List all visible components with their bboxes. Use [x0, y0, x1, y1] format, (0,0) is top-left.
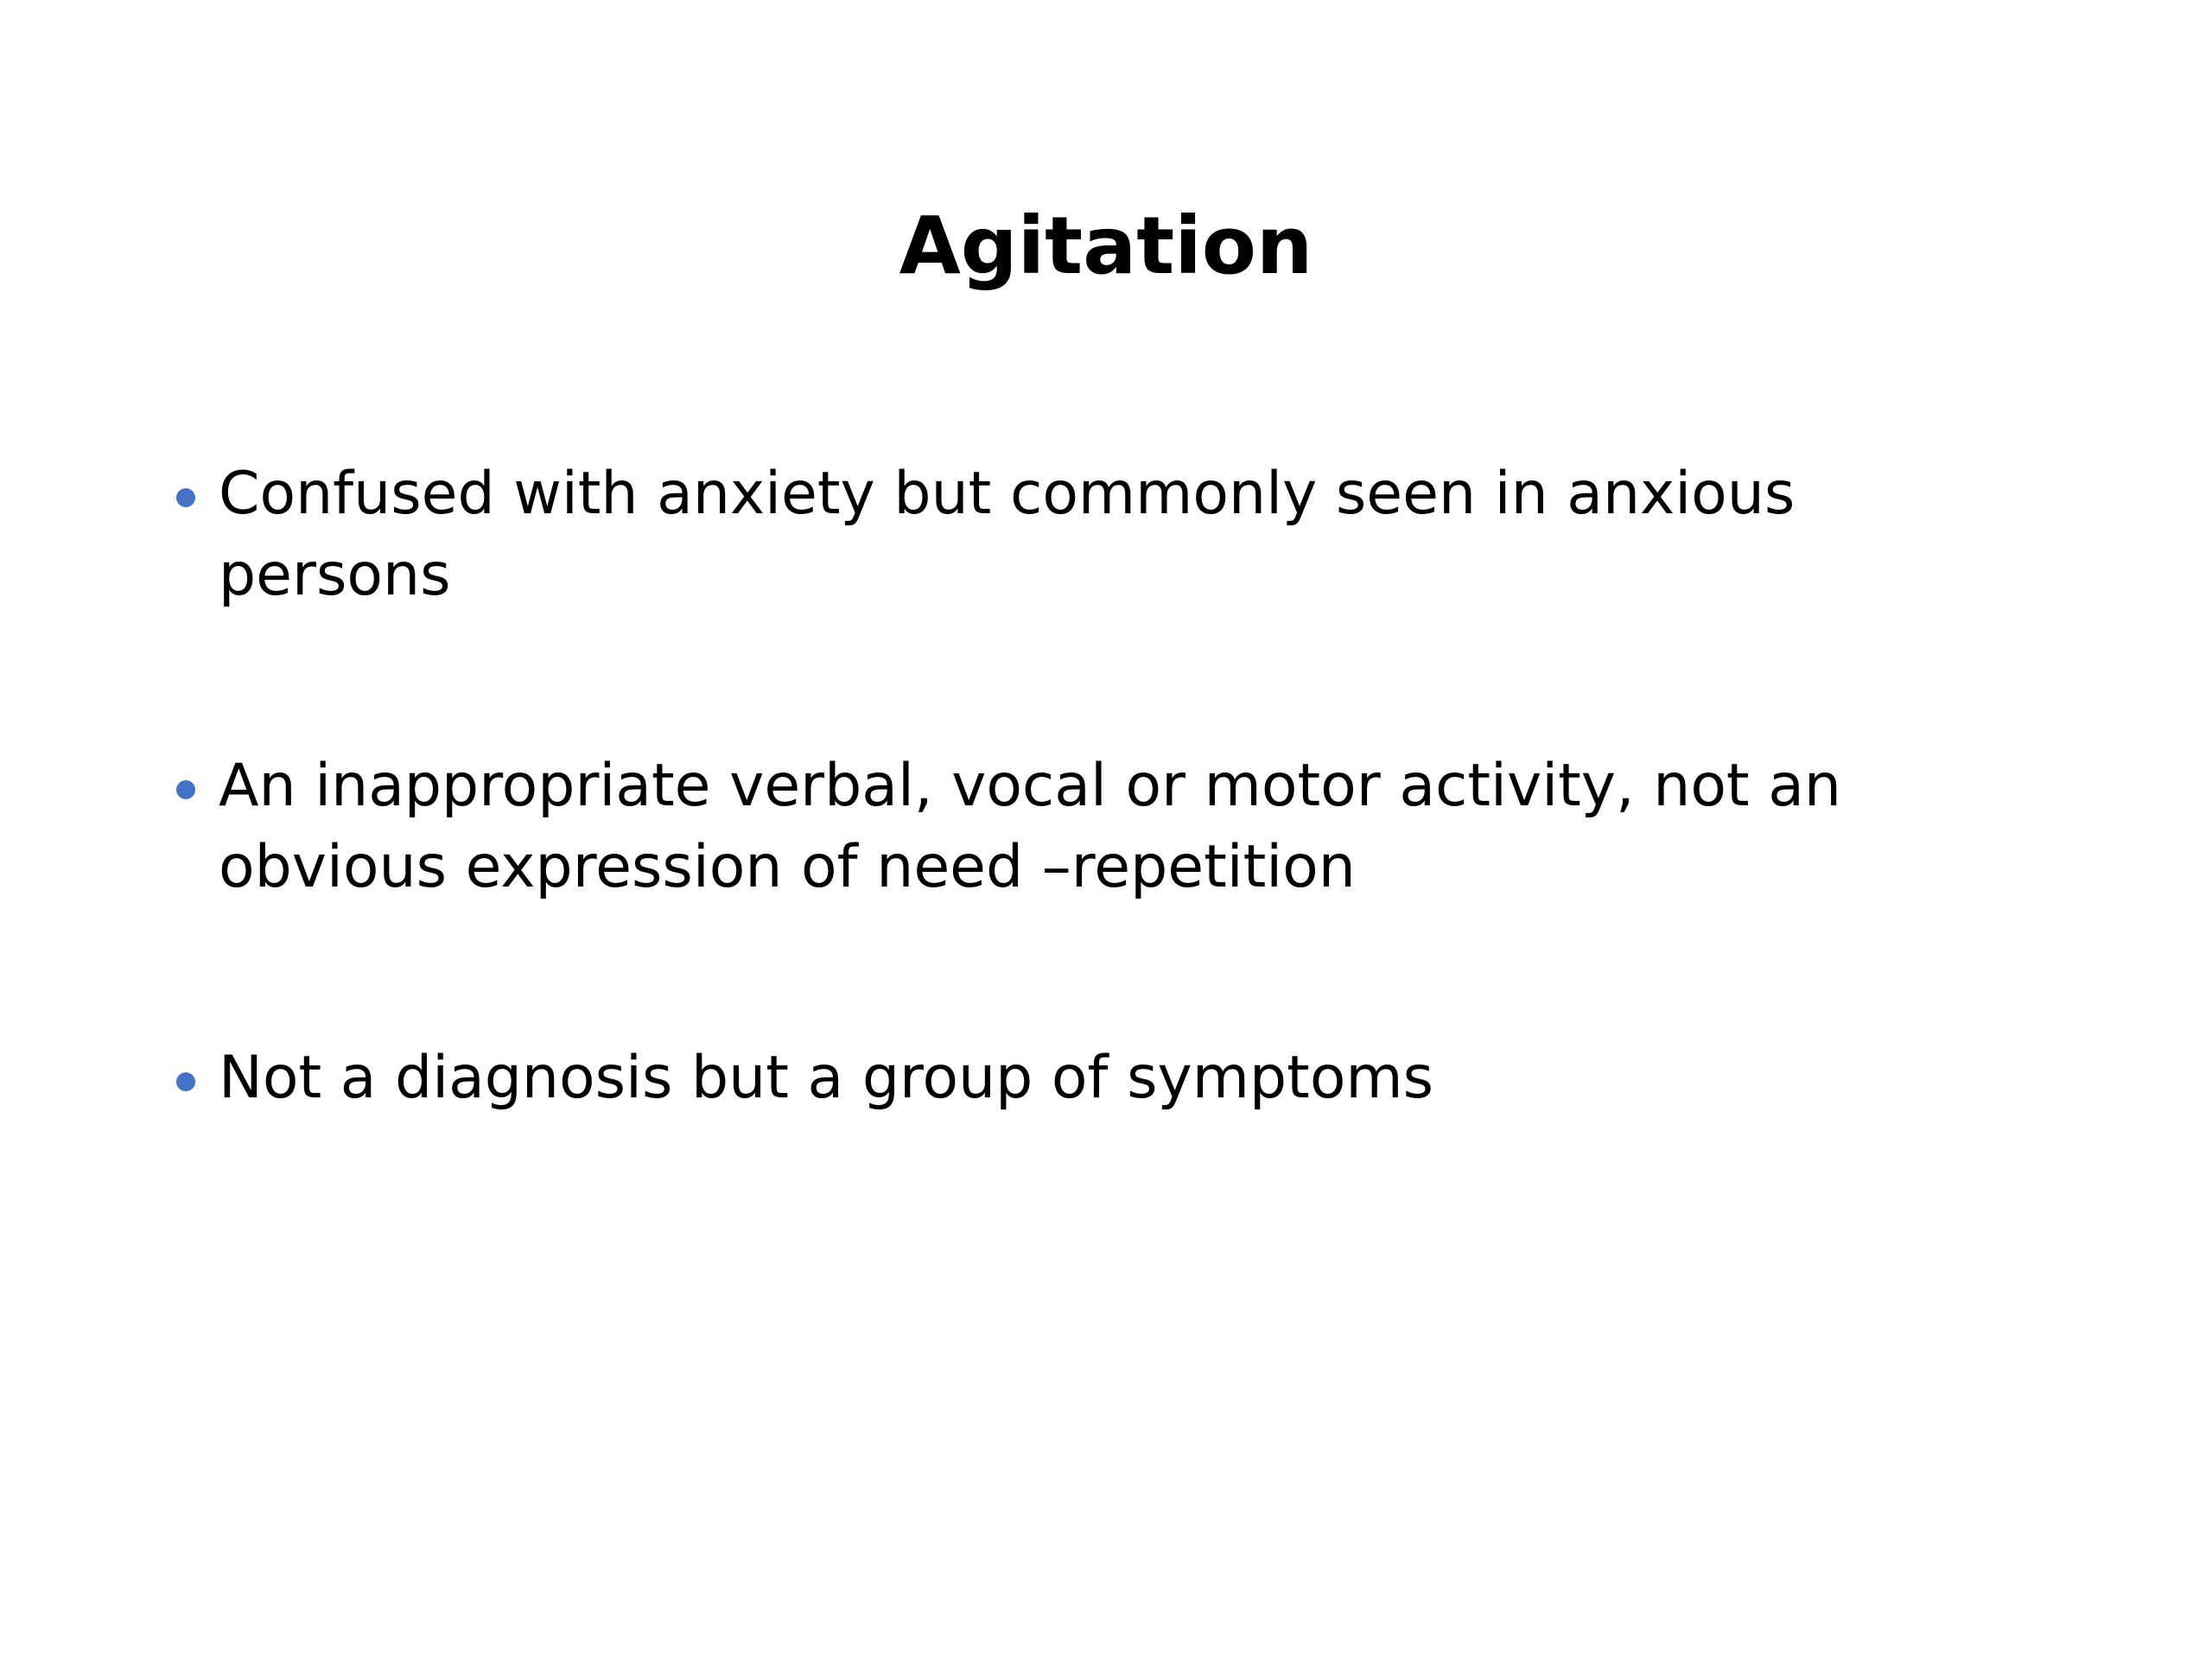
bullet-dot-icon: [176, 488, 195, 507]
bullet-text: Confused with anxiety but commonly seen in anxious persons: [219, 460, 1796, 609]
bullet-dot-icon: [176, 1072, 195, 1091]
bullet-list: [173, 454, 1987, 1119]
bullet-item: [173, 454, 1987, 616]
bullet-dot-icon: [176, 780, 195, 799]
bullet-item: [173, 746, 1987, 908]
bullet-item: [173, 1038, 1987, 1119]
bullet-text: Not a diagnosis but a group of symptoms: [219, 1044, 1434, 1112]
bullet-text: An inappropriate verbal, vocal or motor activity, not an obvious expression of need –repetition: [219, 752, 1841, 901]
slide-title: Agitation: [899, 200, 1313, 292]
